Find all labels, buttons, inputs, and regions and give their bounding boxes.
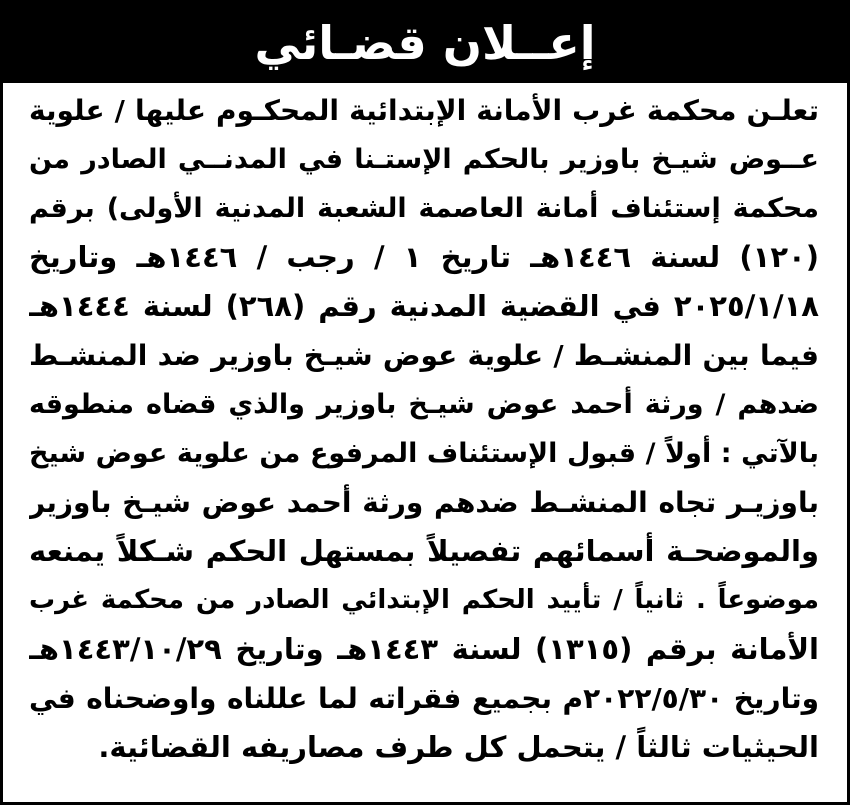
notice-body: [3, 83, 847, 772]
notice-line: ضدهم / ورثة أحمد عوض شيـخ باوزير والذي قضاه منطوقه: [29, 389, 819, 420]
notice-line: وتاريخ ٢٠٢٢/٥/٣٠م بجميع فقراته لما عللناه واوضحناه في: [29, 682, 819, 715]
notice-line: محكمة إستئناف أمانة العاصمة الشعبة المدنية الأولى) برقم: [29, 193, 819, 224]
notice-line: والموضحـة أسمائهم تفصيلاً بمستهل الحكم شـكلاً يمنعه: [29, 534, 819, 568]
notice-line: تعلـن محكمة غرب الأمانة الإبتدائية المحكـوم عليها / علوية: [29, 94, 819, 127]
notice-title: إعــلان قضـائي: [3, 3, 847, 83]
notice-line: باوزيـر تجاه المنشـط ضدهم ورثة أحمد عوض شيـخ باوزير: [29, 486, 819, 519]
notice-line: ٢٠٢٥/١/١٨ في القضية المدنية رقم (٢٦٨) لسنة ١٤٤٤هـ: [29, 289, 819, 323]
notice-line: الحيثيات ثالثاً / يتحمل كل طرف مصاريفه القضائية.: [98, 730, 819, 764]
notice-line: فيما بين المنشـط / علوية عوض شيـخ باوزير ضد المنشـط: [29, 339, 819, 372]
notice-line: (١٢٠) لسنة ١٤٤٦هـ تاريخ ١ / رجب / ١٤٤٦هـ وتاريخ: [29, 240, 819, 274]
notice-line: الأمانة برقم (١٣١٥) لسنة ١٤٤٣هـ وتاريخ ١٤٤٣/١٠/٢٩هـ: [29, 632, 819, 666]
notice-line: موضوعاً . ثانياً / تأييد الحكم الإبتدائي الصادر من محكمة غرب: [29, 585, 819, 615]
notice-line: عــوض شيـخ باوزير بالحكم الإستـنا في المدنــي الصادر من: [29, 144, 819, 175]
notice-line: بالآتي : أولاً / قبول الإستئناف المرفوع من علوية عوض شيخ: [29, 438, 819, 469]
